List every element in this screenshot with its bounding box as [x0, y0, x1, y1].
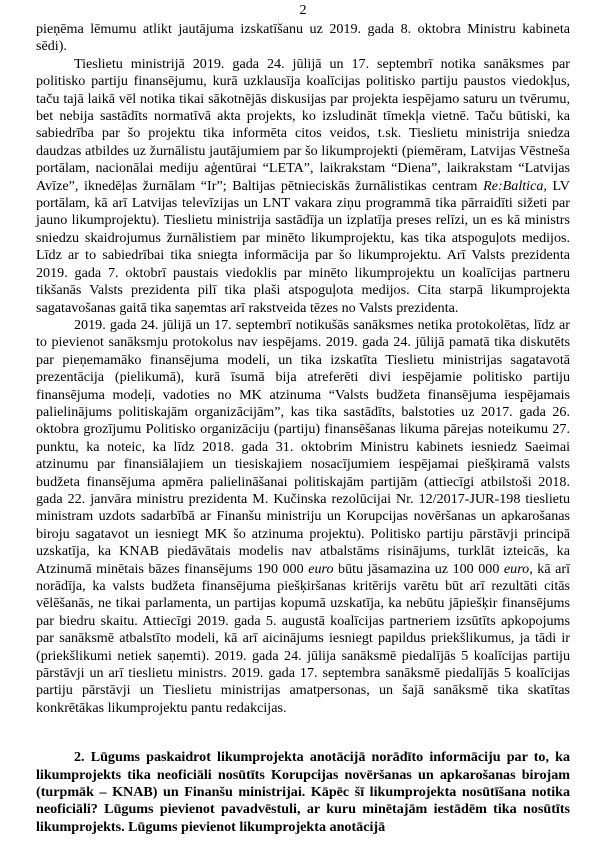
text-run: būtu jāsamazina uz 100 000: [333, 560, 504, 577]
text-run: 2019. gada 24. jūlijā un 17. septembrī notikušās sanāksmes netika protokolētas, līdz ar to pievienot sanāksmju protokolus nav iespējams. 2019. gada 24. jūlijā pamatā tika diskutēts par pieņemamāko finansējuma modeli, un tika izskatīta Tieslietu ministrijas sagatavotā prezentācija (pielikumā), kurā īsumā bija atreferēti divi iespējamie politisko partiju finansējuma modeļi, vadoties no MK atzinuma “Valsts budžeta finansējuma iespējamais palielinājums politiskajām organizācijām”, kas tika sastādīts, balstoties uz 2017. gada 26. oktobra grozījumu Politisko organizāciju (partiju) finansēšanas likuma pārejas noteikumu 27. punktu, ka noteic, ka līdz 2018. gada 31. oktobrim Ministru kabinets iesniedz Saeimai atzinumu par finansiālajiem un tiesiskajiem nosacījumiem iespējamai piešķiramā valsts budžeta finansējuma apmēra palielināšanai politiskajām partijām (attiecīgi atbilstoši 2018. gada 22. janvāra ministru prezidenta M. Kučinska rezolūcijai Nr. 12/2017-JUR-198 tieslietu ministram uzdots sadarbībā ar Finanšu ministriju un Korupcijas novēršanas un apkarošanas biroju sagatavot un iesniegt MK šo atzinuma projektu). Politisko partiju pārstāvji principā uzskatīja, ka KNAB piedāvātais modelis nav atbalstāms risinājums, turklāt izteicās, ka Atzinumā minētais bāzes finansējums 190 000: [36, 316, 570, 577]
page-number: 2: [299, 2, 307, 18]
italic-text-run: Re:Baltica,: [483, 177, 547, 194]
text-run: pieņēma lēmumu atlikt jautājuma izskatīšanu uz 2019. gada 8. oktobra Ministru kabineta sēdi).: [36, 21, 570, 55]
text-run: 2. Lūgums paskaidrot likumprojekta anotācijā norādīto informāciju par to, ka likumprojekts tika neoficiāli nosūtīts Korupcijas novēršanas un apkarošanas birojam (turpmāk – KNAB) un Finanšu ministrijai. Kāpēc šī likumprojekta nosūtīšana notika neoficiāli? Lūgums pievienot pavadvēstuli, ar kuru minētajām iestādēm tika nosūtīts likumprojekts. Lūgums pievienot likumprojekta anotācijā: [36, 749, 570, 835]
paragraph-gap: [36, 717, 570, 749]
italic-text-run: euro: [308, 560, 334, 577]
italic-text-run: euro: [503, 560, 530, 577]
text-run: , kā arī norādīja, ka valsts budžeta finansējuma piešķiršanas kritērijs varētu būt arī rezultāti citās vēlēšanās, ne tikai parlamenta, un partijas kopumā uzskatīja, ka nebūtu jāpiešķir finansējums par biedru skaitu. Attiecīgi 2019. gada 5. augustā koalīcijas partneriem izsūtīts apkopojums par sanāksmē atbalstīto modeli, kā arī aicinājums iesniegt papildus priekšlikumus, ja tādi ir (priekšlikumi netiek saņemti). 2019. gada 24. jūlija sanāksmē piedalījās 5 koalīcijas partiju pārstāvji un arī tieslietu ministrs. 2019. gada 17. septembra sanāksmē piedalījās 5 koalīcijas partiju pārstāvji un Tieslietu ministrijas amatpersonas, un šajā sanāksmē tika skatītas konkrētākas likumprojektu pantu redakcijas.: [36, 560, 570, 716]
paragraph-2: [36, 317, 570, 717]
text-run: LV portālam, kā arī Latvijas televīzijas un LNT vakara ziņu programmā tika pārraidīti sižeti par jauno likumprojektu). Tieslietu ministrija sastādīja un izplatīja preses relīzi, un es kā ministrs sniedzu skaidrojumus žurnālistiem par minēto likumprojektu, kas tika atspoguļots medijos. Līdz ar to sabiedrībai tika sniegta informācija par šo likumprojektu. Arī Valsts prezidenta 2019. gada 7. oktobrī paustais viedoklis par minēto likumprojektu un koalīcijas partneru tikšanās Valsts prezidenta pilī tika plaši atspoguļota medijos. Cita starpā likumprojekta sagatavošanas gaitā tika saņemtas arī rakstveida tēzes no Valsts prezidenta.: [36, 177, 570, 316]
text-run: Tieslietu ministrijā 2019. gada 24. jūlijā un 17. septembrī notika sanāksmes par politisko partiju finansējumu, kurā uzklausīja koalīcijas politisko partiju paustos viedokļus, taču tajā laikā vēl notika tikai sākotnējās diskusijas par projekta iespējamo saturu un tvērumu, bet nebija sastādīts normatīvā akta projekts, ko izsludināt tīmekļa vietnē. Taču būtiski, ka sabiedrība par šo projektu tika informēta citos veidos, t.sk. Tieslietu ministrija sniedza daudzas atbildes uz žurnālistu jautājumiem par šo likumprojekti (piemēram, Latvijas Vēstneša portālam, nacionālai mediju aģentūrai “LETA”, laikrakstam “Diena”, laikrakstam “Latvijas Avīze”, iknedēļas žurnālam “Ir”; Baltijas pētnieciskās žurnālistikas centram: [36, 55, 570, 194]
paragraph-1: [36, 56, 570, 317]
paragraph-0: [36, 21, 570, 56]
paragraph-3-question: [36, 749, 570, 836]
